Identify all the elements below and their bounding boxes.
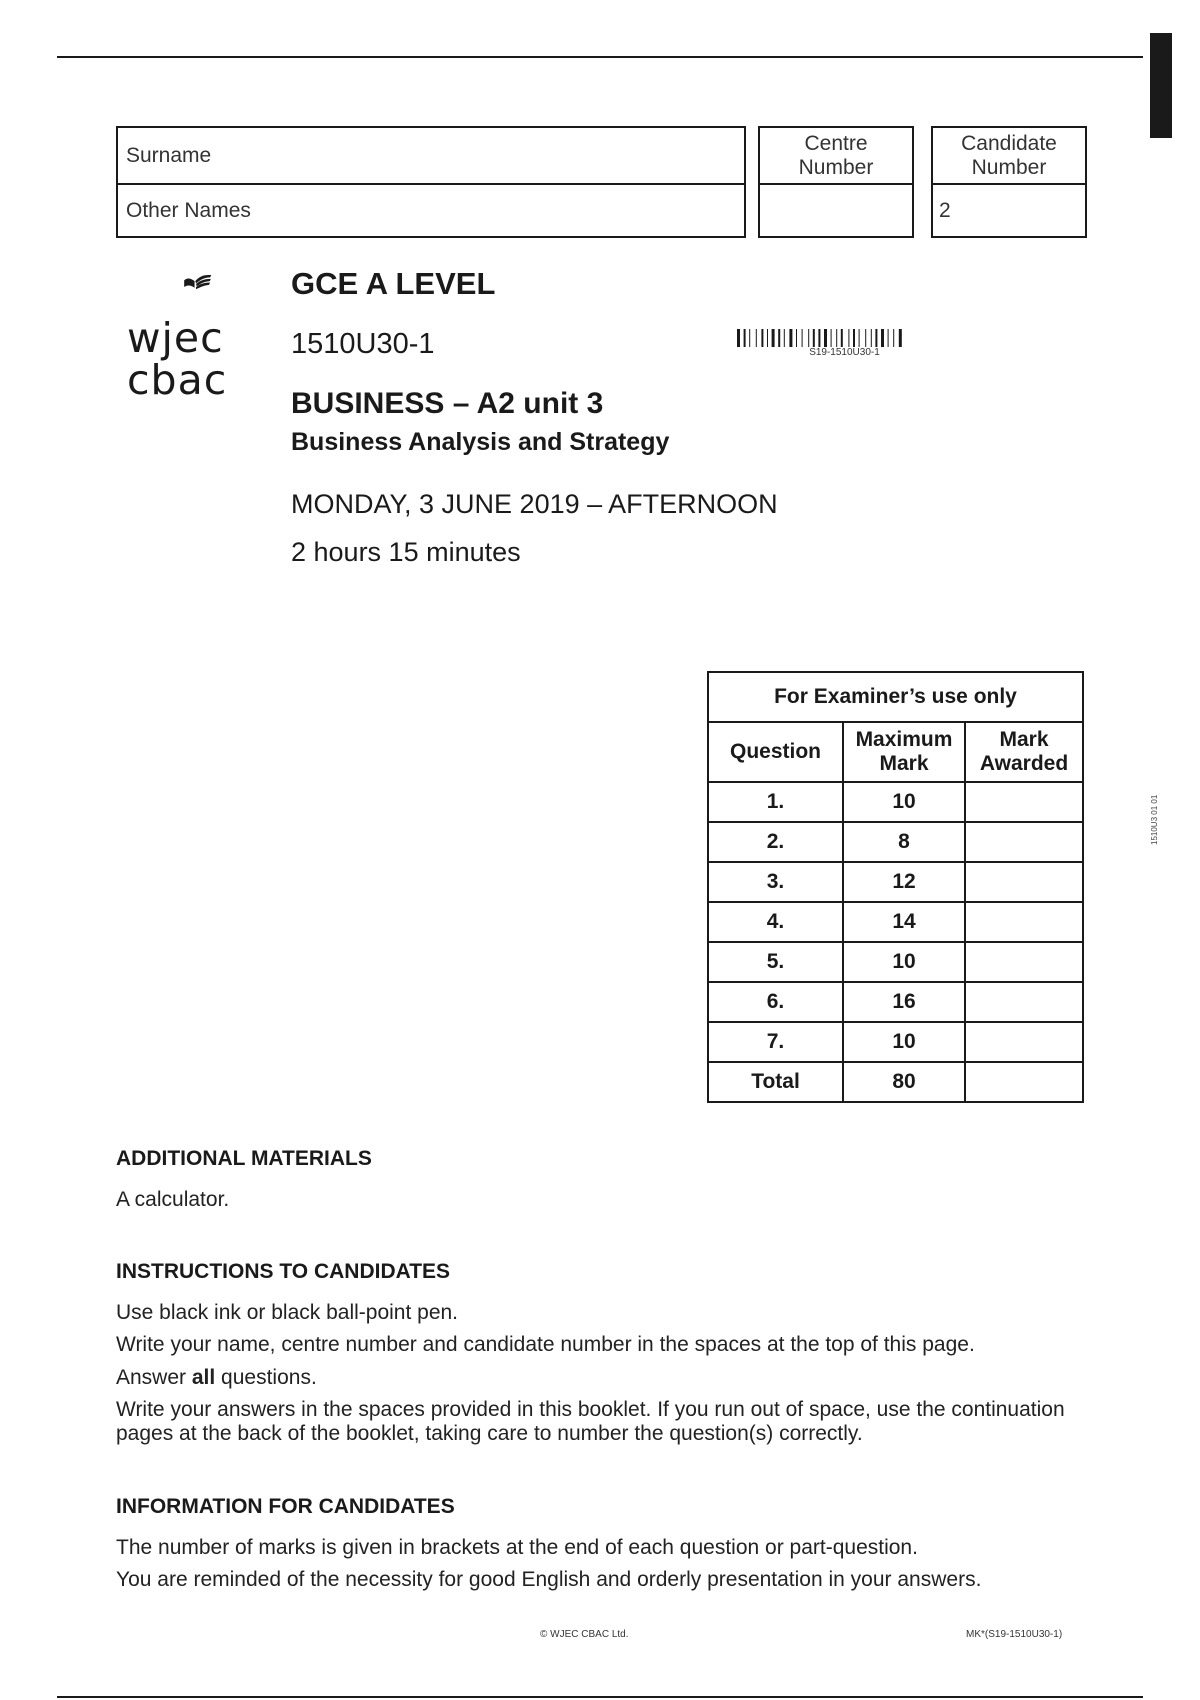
paper-reference: MK*(S19-1510U30-1) [966,1629,1063,1640]
mark-awarded-cell[interactable] [965,902,1083,942]
total-max-mark: 80 [843,1062,965,1102]
instruction-text: questions. [215,1366,317,1389]
other-names-label: Other Names [126,199,251,222]
exam-level: GCE A LEVEL [291,266,496,301]
max-mark: 8 [843,822,965,862]
question-number: 7. [708,1022,843,1062]
side-tab-marker [1150,33,1172,138]
col-awarded-header: Mark Awarded [965,722,1083,782]
centre-number-field[interactable] [758,183,914,238]
bottom-rule [57,1696,1143,1698]
table-row [708,942,1083,982]
centre-number-header [758,126,914,185]
candidate-number-field[interactable] [931,183,1087,238]
question-number: 3. [708,862,843,902]
information-heading: INFORMATION FOR CANDIDATES [116,1495,455,1518]
information-line: The number of marks is given in brackets at the end of each question or part-question. [116,1536,918,1559]
additional-materials-text: A calculator. [116,1188,230,1211]
question-number: 6. [708,982,843,1022]
table-row [708,782,1083,822]
max-mark: 12 [843,862,965,902]
max-mark: 10 [843,782,965,822]
candidate-number-prefix: 2 [939,199,951,222]
centre-number-label: Centre Number [798,132,874,179]
barcode-text: S19-1510U30-1 [809,347,880,358]
surname-label: Surname [126,144,212,167]
table-row [708,902,1083,942]
exam-unit-title: Business Analysis and Strategy [291,428,670,456]
instruction-line: Write your answers in the spaces provided in this booklet. If you run out of space, use the continuation [116,1398,1065,1421]
question-number: 2. [708,822,843,862]
margin-code: 1510U3 01 01 [1150,794,1159,845]
instruction-line: Use black ink or black ball-point pen. [116,1301,459,1324]
mark-awarded-cell[interactable] [965,822,1083,862]
additional-materials-heading: ADDITIONAL MATERIALS [116,1147,372,1170]
exam-date: MONDAY, 3 JUNE 2019 – AFTERNOON [291,489,778,519]
col-question-header: Question [708,722,843,782]
table-row [708,822,1083,862]
max-mark: 16 [843,982,965,1022]
table-row [708,1022,1083,1062]
max-mark: 10 [843,1022,965,1062]
examiner-table-title: For Examiner’s use only [708,672,1083,722]
exam-code: 1510U30-1 [291,328,435,360]
col-max-header: Maximum Mark [843,722,965,782]
question-number: 5. [708,942,843,982]
table-row [708,982,1083,1022]
candidate-number-header [931,126,1087,185]
total-label: Total [708,1062,843,1102]
mark-awarded-cell[interactable] [965,982,1083,1022]
copyright-notice: © WJEC CBAC Ltd. [540,1629,629,1640]
table-row [708,862,1083,902]
wjec-book-logo-icon [124,270,254,320]
exam-duration: 2 hours 15 minutes [291,537,521,567]
instruction-line: Write your name, centre number and candidate number in the spaces at the top of this page. [116,1333,975,1356]
logo-text-cbac: cbac [127,356,228,404]
total-awarded-cell[interactable] [965,1062,1083,1102]
instruction-line [116,1366,317,1390]
logo-text-wjec: wjec [127,314,224,362]
other-names-box[interactable] [116,183,746,238]
surname-box[interactable] [116,126,746,185]
mark-awarded-cell[interactable] [965,942,1083,982]
mark-awarded-cell[interactable] [965,1022,1083,1062]
total-row [708,1062,1083,1102]
exam-subject: BUSINESS – A2 unit 3 [291,387,604,420]
examiner-table [707,671,1084,1103]
question-number: 4. [708,902,843,942]
mark-awarded-cell[interactable] [965,862,1083,902]
candidate-number-label: Candidate Number [961,132,1057,179]
information-line: You are reminded of the necessity for good English and orderly presentation in your answers. [116,1568,982,1591]
max-mark: 14 [843,902,965,942]
instructions-heading: INSTRUCTIONS TO CANDIDATES [116,1260,451,1283]
barcode-icon [737,329,952,347]
instruction-emphasis: all [191,1366,216,1389]
max-mark: 10 [843,942,965,982]
top-rule [57,56,1143,58]
instruction-text: Answer [116,1366,192,1389]
question-number: 1. [708,782,843,822]
instruction-line: pages at the back of the booklet, taking care to number the question(s) correctly. [116,1422,863,1445]
mark-awarded-cell[interactable] [965,782,1083,822]
